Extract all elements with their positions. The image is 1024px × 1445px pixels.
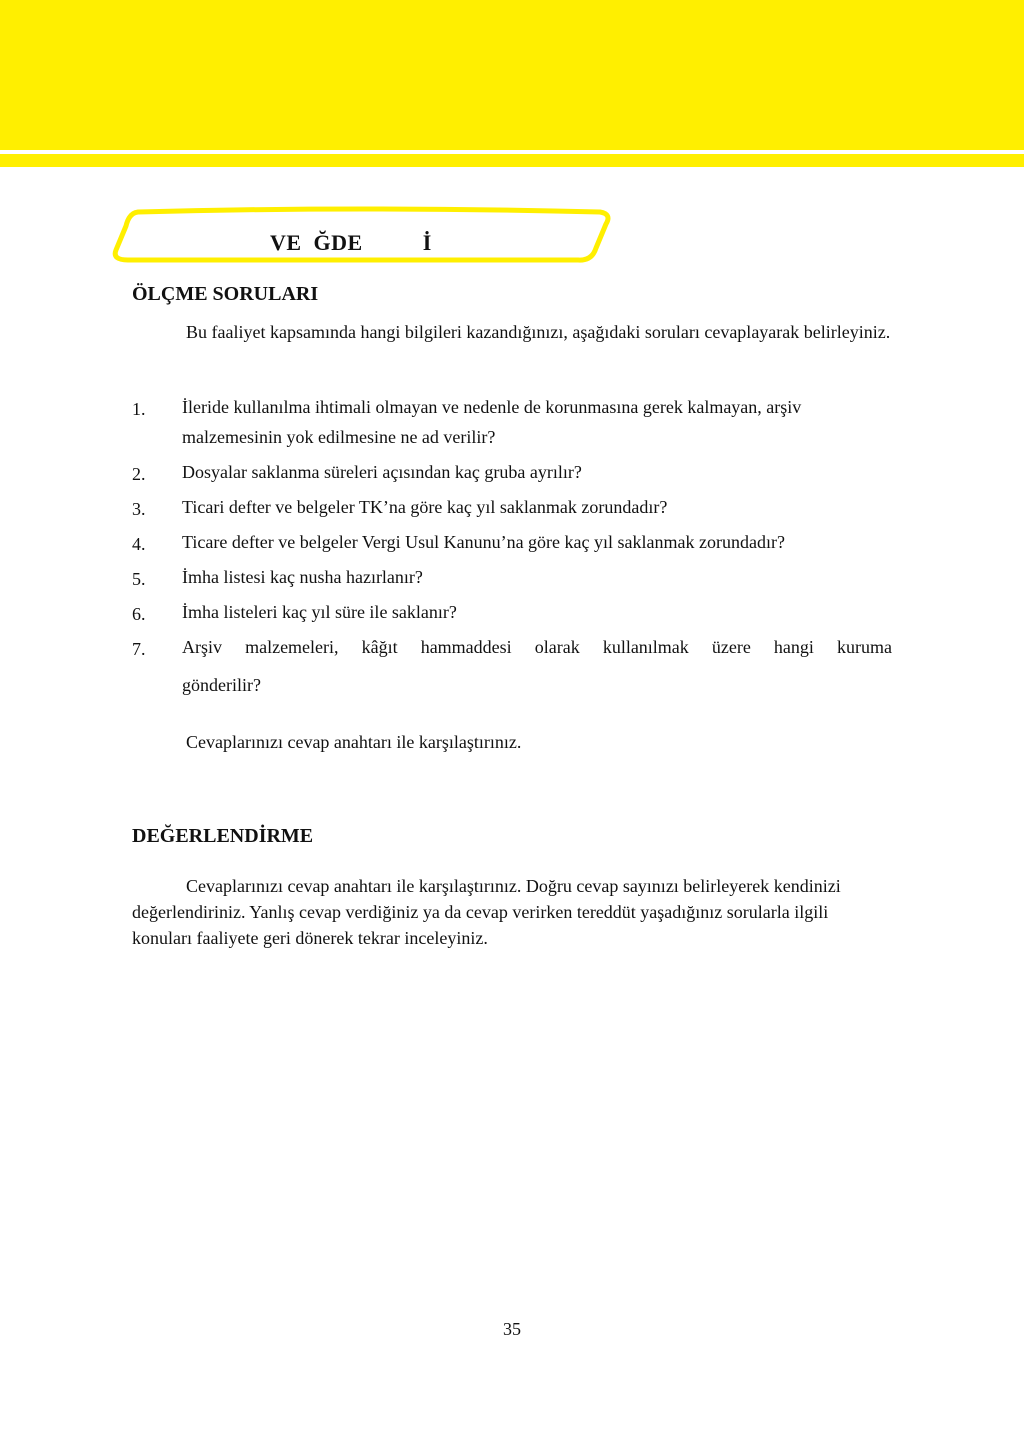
list-item <box>132 457 892 487</box>
question-number: 4. <box>132 534 146 554</box>
question-number: 7. <box>132 639 146 659</box>
question-text: İleride kullanılma ihtimali olmayan ve nedenle de korunmasına gerek kalmayan, arşiv malzemesinin yok edilmesine ne ad verilir? <box>182 397 802 447</box>
list-item <box>132 392 892 452</box>
question-text: Ticare defter ve belgeler Vergi Usul Kanunu’na göre kaç yıl saklanmak zorundadır? <box>182 532 785 552</box>
question-number: 1. <box>132 399 146 419</box>
question-text: Dosyalar saklanma süreleri açısından kaç gruba ayrılır? <box>182 462 582 482</box>
question-number: 5. <box>132 569 146 589</box>
intro-paragraph: Bu faaliyet kapsamında hangi bilgileri kazandığınızı, aşağıdaki soruları cevaplayarak belirleyiniz. <box>186 322 891 342</box>
compare-answers-note: Cevaplarınızı cevap anahtarı ile karşılaştırınız. <box>186 732 522 752</box>
question-text-continuation: gönderilir? <box>182 675 261 695</box>
list-item <box>132 527 892 557</box>
question-list <box>132 392 892 705</box>
header-yellow-band <box>0 0 1024 150</box>
evaluation-paragraph: Cevaplarınızı cevap anahtarı ile karşılaştırınız. Doğru cevap sayınızı belirleyerek kendinizi değerlendiriniz. Yanlış cevap verdiğiniz ya da cevap verirken tereddüt yaşadığınız sorularla ilgili konuları faaliyete geri dönerek tekrar inceleyiniz. <box>132 876 841 948</box>
degerlendirme-heading: DEĞERLENDİRME <box>132 825 314 847</box>
olcme-sorulari-heading: ÖLÇME SORULARI <box>132 283 319 305</box>
question-text: İmha listeleri kaç yıl süre ile saklanır? <box>182 602 457 622</box>
list-item <box>132 597 892 627</box>
question-number: 2. <box>132 464 146 484</box>
question-text: Arşiv malzemeleri, kâğıt hammaddesi olarak kullanılmak üzere hangi kuruma <box>182 637 892 657</box>
list-item <box>132 562 892 592</box>
question-number: 6. <box>132 604 146 624</box>
question-text: İmha listesi kaç nusha hazırlanır? <box>182 567 423 587</box>
list-item <box>132 632 892 700</box>
question-number: 3. <box>132 499 146 519</box>
list-item <box>132 492 892 522</box>
banner-title: VE ĞDE İ <box>270 230 432 255</box>
header-yellow-stripe <box>0 154 1024 167</box>
page-number: 35 <box>503 1319 521 1339</box>
question-text: Ticari defter ve belgeler TK’na göre kaç yıl saklanmak zorundadır? <box>182 497 668 517</box>
section-banner <box>110 204 615 266</box>
